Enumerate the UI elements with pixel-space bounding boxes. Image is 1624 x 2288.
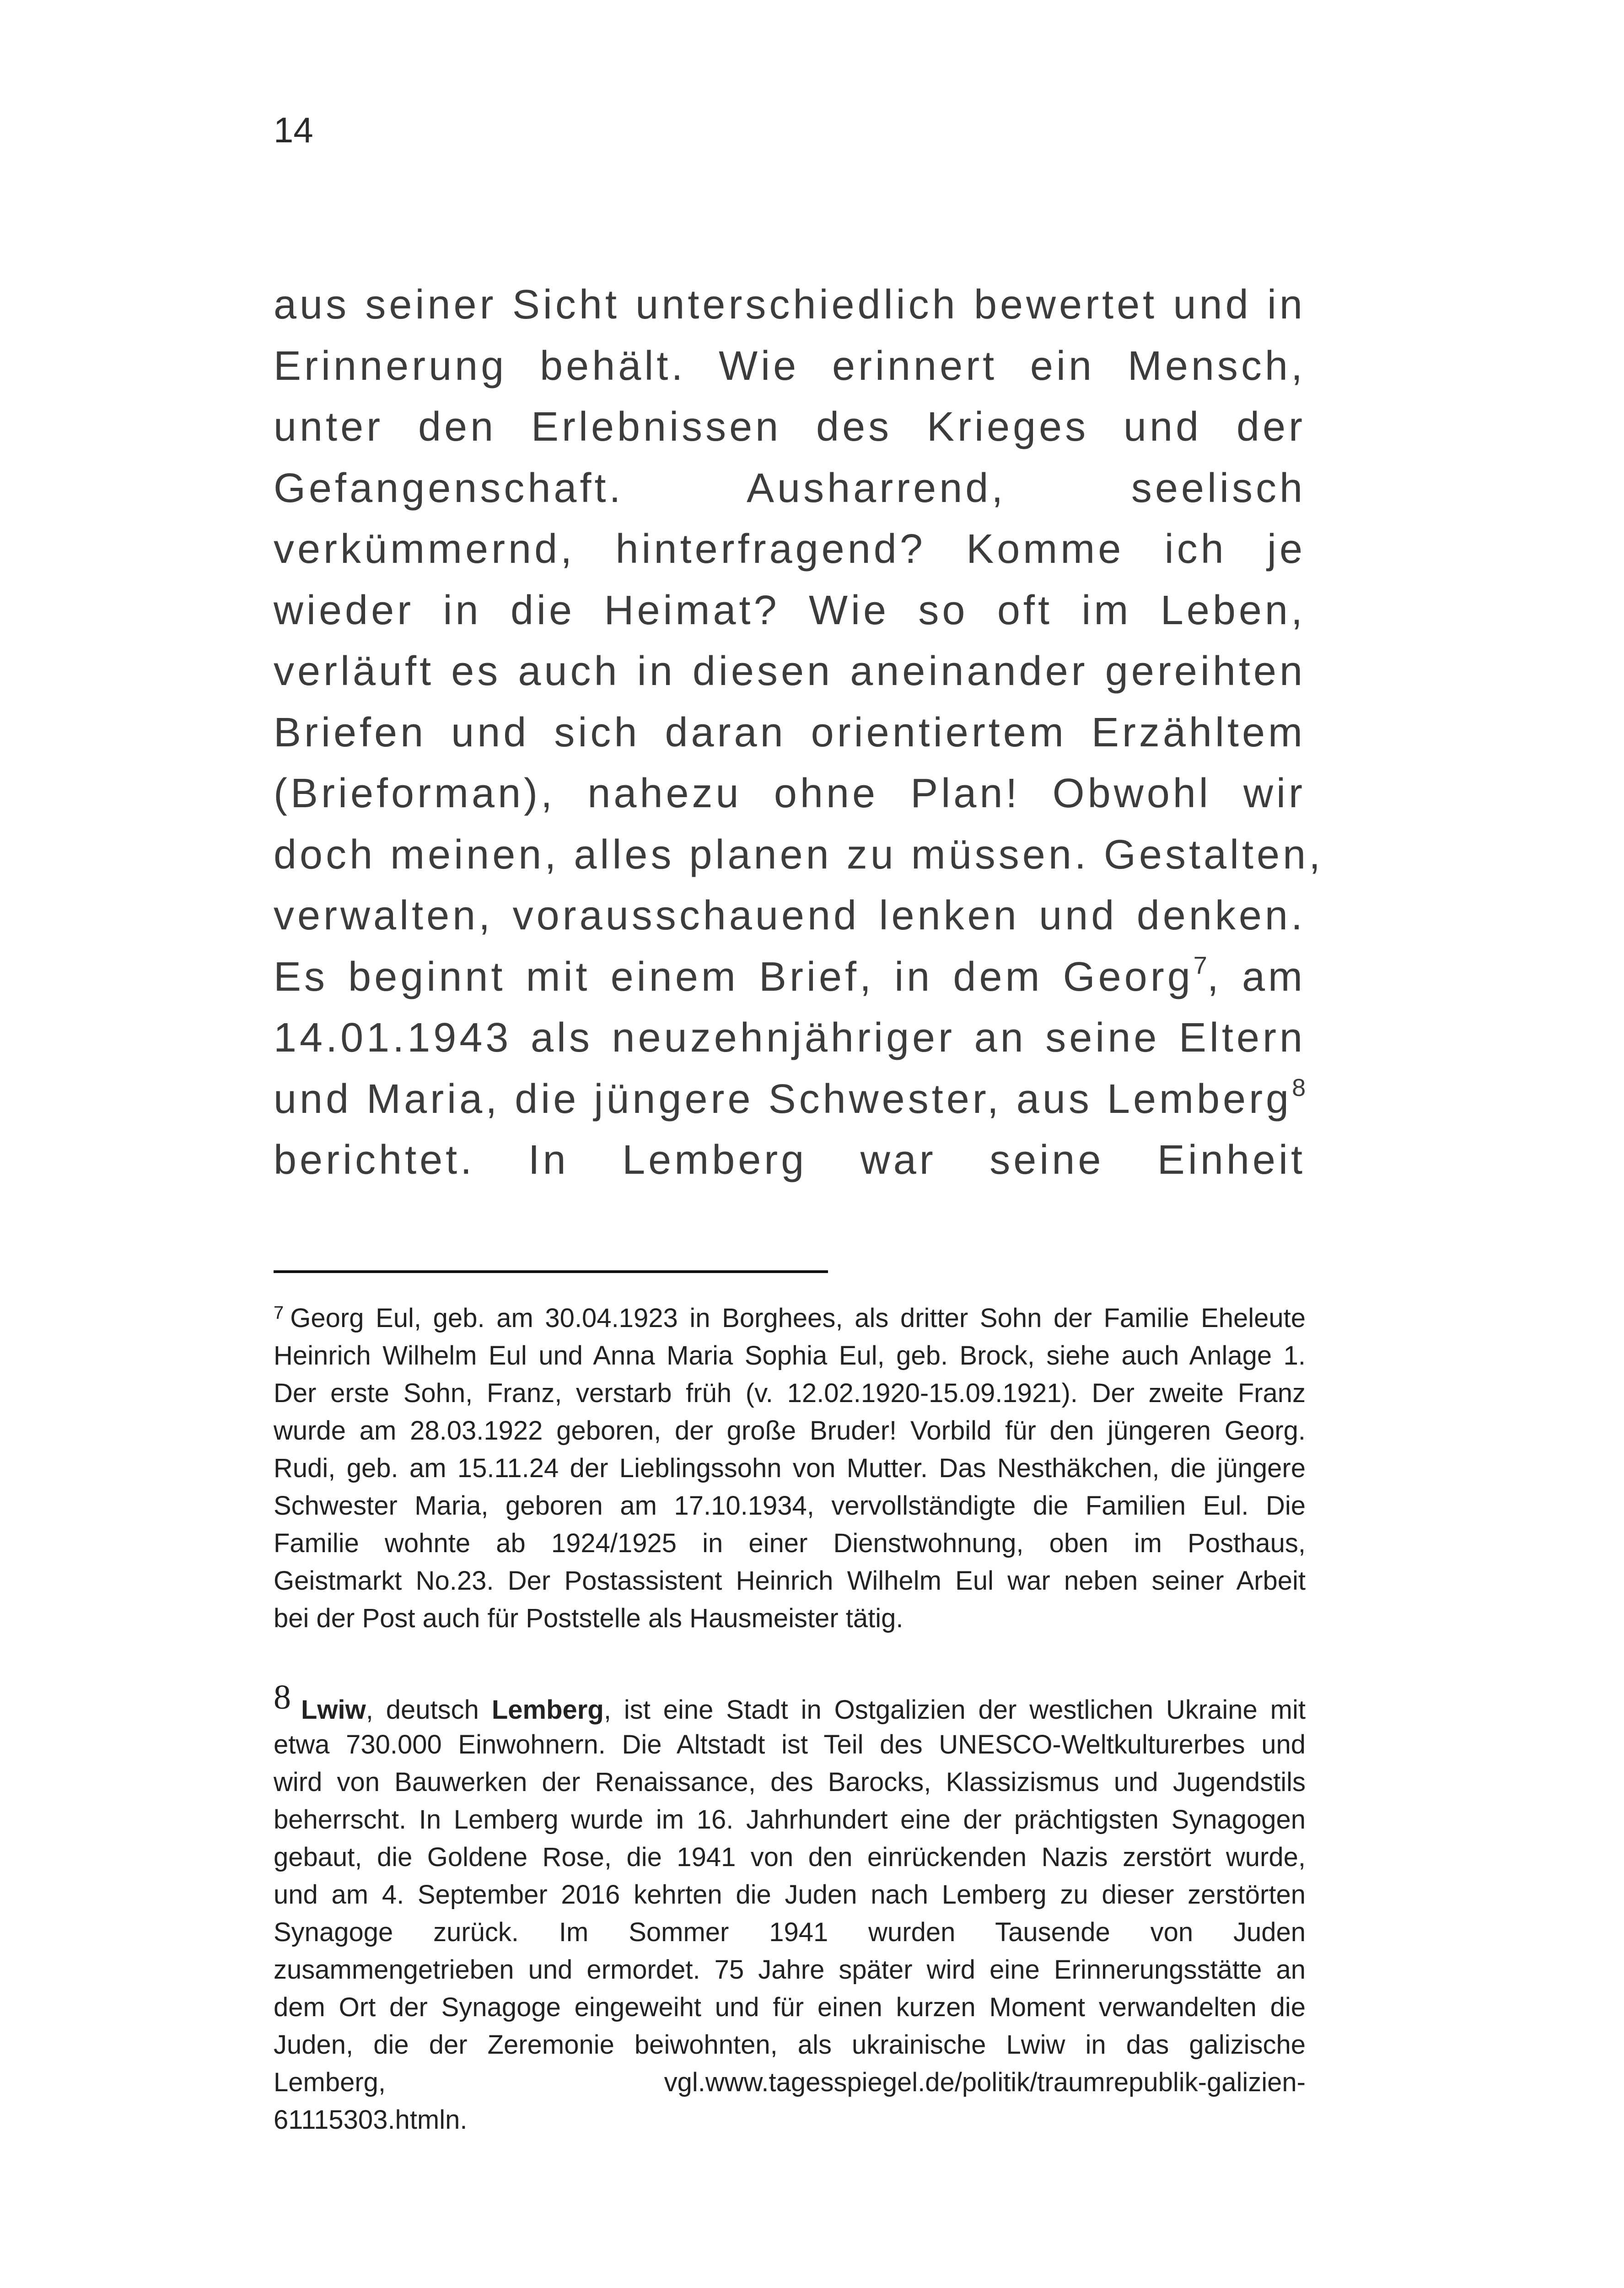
body-line: Erinnerung behält. Wie erinnert ein Mensch, bbox=[274, 343, 1306, 389]
footnote-line-text: Georg Eul, geb. am 30.04.1923 in Borghees, als dritter Sohn der Familie Eheleute bbox=[290, 1303, 1306, 1333]
footnote-reference-7[interactable]: 7 bbox=[1193, 951, 1207, 979]
body-line: verkümmernd, hinterfragend? Komme ich je bbox=[274, 526, 1306, 572]
footnote-line: 61115303.htmln. bbox=[274, 2105, 468, 2135]
footnote-line: wird von Bauwerken der Renaissance, des Barocks, Klassizismus und Jugendstils bbox=[274, 1767, 1306, 1797]
body-line-text: und Maria, die jüngere Schwester, aus Lemberg bbox=[274, 1076, 1292, 1122]
footnote-line-text: , deutsch bbox=[366, 1695, 492, 1725]
footnote-separator bbox=[274, 1270, 828, 1273]
footnote-line: dem Ort der Synagoge eingeweiht und für einen kurzen Moment verwandelten die bbox=[274, 1992, 1306, 2022]
footnote-line: wurde am 28.03.1922 geboren, der große Bruder! Vorbild für den jüngeren Georg. bbox=[274, 1416, 1306, 1446]
footnote-line: Schwester Maria, geboren am 17.10.1934, vervollständigte die Familien Eul. Die bbox=[274, 1491, 1306, 1521]
footnote-line: Rudi, geb. am 15.11.24 der Lieblingssohn von Mutter. Das Nesthäkchen, die jüngere bbox=[274, 1453, 1306, 1483]
page-number: 14 bbox=[274, 110, 313, 150]
footnote-line: beherrscht. In Lemberg wurde im 16. Jahrhundert eine der prächtigsten Synagogen bbox=[274, 1805, 1306, 1835]
footnote-marker: 7 bbox=[274, 1303, 284, 1323]
footnote-line: zusammengetrieben und ermordet. 75 Jahre später wird eine Erinnerungsstätte an bbox=[274, 1955, 1306, 1985]
body-line: verwalten, vorausschauend lenken und denken. bbox=[274, 893, 1306, 939]
footnote-line: Der erste Sohn, Franz, verstarb früh (v. 12.02.1920-15.09.1921). Der zweite Franz bbox=[274, 1378, 1306, 1408]
footnote-line: etwa 730.000 Einwohnern. Die Altstadt ist Teil des UNESCO-Weltkulturerbes und bbox=[274, 1730, 1306, 1759]
footnote-8 bbox=[274, 1678, 1306, 2139]
footnote-line: gebaut, die Goldene Rose, die 1941 von den einrückenden Nazis zerstört wurde, bbox=[274, 1842, 1306, 1872]
footnote-marker: 8 bbox=[274, 1678, 291, 1716]
body-line bbox=[274, 1069, 1306, 1130]
body-line: verläuft es auch in diesen aneinander gereihten bbox=[274, 648, 1306, 694]
footnote-line: Synagoge zurück. Im Sommer 1941 wurden Tausende von Juden bbox=[274, 1917, 1306, 1947]
body-line: unter den Erlebnissen des Krieges und der bbox=[274, 404, 1306, 450]
body-line-text: , am bbox=[1207, 954, 1306, 1000]
footnote-line: und am 4. September 2016 kehrten die Juden nach Lemberg zu dieser zerstörten bbox=[274, 1880, 1306, 1910]
footnote-line: Lemberg, vgl.www.tagesspiegel.de/politik/traumrepublik-galizien- bbox=[274, 2067, 1306, 2097]
footnote-line: Familie wohnte ab 1924/1925 in einer Dienstwohnung, oben im Posthaus, bbox=[274, 1528, 1306, 1558]
body-line: Gefangenschaft. Ausharrend, seelisch bbox=[274, 465, 1306, 511]
footnote-reference-8[interactable]: 8 bbox=[1292, 1074, 1306, 1101]
footnote-line: bei der Post auch für Poststelle als Hausmeister tätig. bbox=[274, 1603, 903, 1633]
body-line: (Brieforman), nahezu ohne Plan! Obwohl wir bbox=[274, 771, 1306, 816]
body-line: 14.01.1943 als neuzehnjähriger an seine Eltern bbox=[274, 1015, 1306, 1061]
footnote-7 bbox=[274, 1300, 1306, 1637]
footnote-line: Geistmarkt No.23. Der Postassistent Heinrich Wilhelm Eul war neben seiner Arbeit bbox=[274, 1566, 1306, 1596]
body-line-text: Es beginnt mit einem Brief, in dem Georg bbox=[274, 954, 1194, 1000]
footnote-term-lemberg: Lemberg bbox=[491, 1695, 604, 1725]
body-line: wieder in die Heimat? Wie so oft im Leben, bbox=[274, 587, 1306, 633]
footnote-term-lwiw: Lwiw bbox=[301, 1695, 366, 1725]
footnote-line bbox=[274, 1300, 1306, 1337]
body-line: berichtet. In Lemberg war seine Einheit bbox=[274, 1137, 1306, 1183]
body-line: Briefen und sich daran orientiertem Erzähltem bbox=[274, 709, 1306, 755]
body-text bbox=[274, 275, 1324, 1191]
footnote-line-text: , ist eine Stadt in Ostgalizien der westlichen Ukraine mit bbox=[603, 1695, 1306, 1725]
body-line bbox=[274, 947, 1306, 1008]
footnote-line bbox=[274, 1678, 1306, 1726]
body-line: aus seiner Sicht unterschiedlich bewertet und in bbox=[274, 282, 1306, 328]
footnote-line: Heinrich Wilhelm Eul und Anna Maria Sophia Eul, geb. Brock, siehe auch Anlage 1. bbox=[274, 1341, 1306, 1371]
footnote-line: Juden, die der Zeremonie beiwohnten, als ukrainische Lwiw in das galizische bbox=[274, 2030, 1306, 2060]
body-line: doch meinen, alles planen zu müssen. Gestalten, bbox=[274, 831, 1324, 878]
